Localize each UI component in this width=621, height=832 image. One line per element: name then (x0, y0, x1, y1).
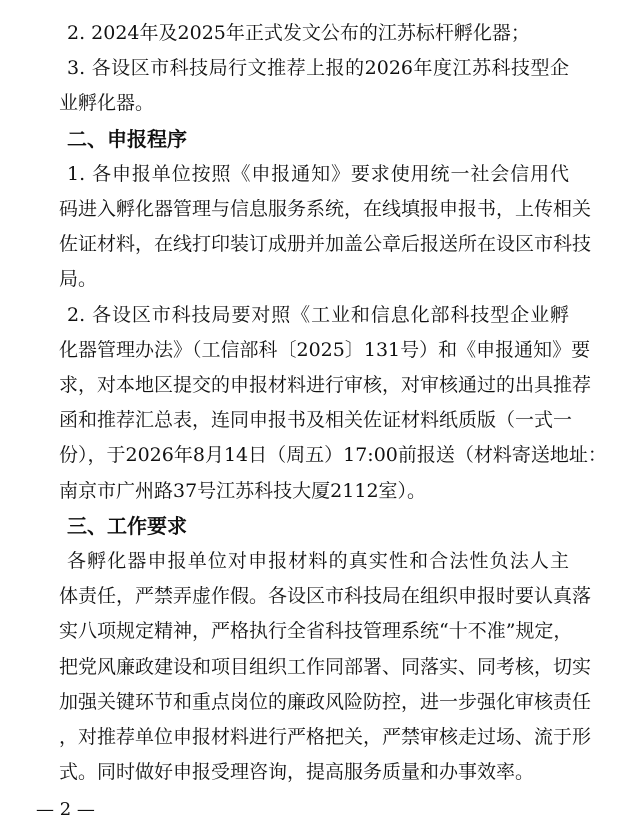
paragraph-line: ，对推荐单位申报材料进行严格把关，严禁审核走过场、流于形 (59, 726, 592, 748)
paragraph-line: 化器管理办法》（工信部科〔2025〕131号）和《申报通知》要 (59, 338, 591, 361)
paragraph-line: 式。同时做好申报受理咨询，提高服务质量和办事效率。 (59, 761, 535, 784)
paragraph-line: 佐证材料，在线打印装订成册并加盖公章后报送所在设区市科技 (59, 233, 592, 256)
paragraph-line: 求，对本地区提交的申报材料进行审核，对审核通过的出具推荐 (59, 374, 592, 396)
section-heading: 三、工作要求 (67, 513, 187, 538)
paragraph-line: 码进入孵化器管理与信息服务系统，在线填报申报书，上传相关 (59, 198, 592, 220)
section-heading: 二、申报程序 (67, 126, 187, 151)
paragraph-line: 各孵化器申报单位对申报材料的真实性和合法性负法人主 (67, 550, 569, 572)
paragraph-line: 份），于2026年8月14日（周五）17:00前报送（材料寄送地址： (59, 444, 607, 467)
paragraph-line: 加强关键环节和重点岗位的廉政风险防控，进一步强化审核责任 (59, 690, 592, 713)
page-number: — 2 — (36, 799, 95, 820)
paragraph-line: 南京市广州路37号江苏科技大厦2112室）。 (59, 479, 427, 502)
paragraph-line: 局。 (59, 268, 98, 291)
paragraph-line: 实八项规定精神，严格执行全省科技管理系统“十不准”规定， (59, 620, 573, 643)
paragraph-line: 体责任，严禁弄虚作假。各设区市科技局在组织申报时要认真落 (59, 585, 592, 608)
paragraph-line: 2. 各设区市科技局要对照《工业和信息化部科技型企业孵 (67, 303, 569, 326)
paragraph-line: 1. 各申报单位按照《申报通知》要求使用统一社会信用代 (67, 162, 569, 185)
paragraph-line: 把党风廉政建设和项目组织工作同部署、同落实、同考核，切实 (59, 655, 592, 678)
paragraph-line: 2. 2024年及2025年正式发文公布的江苏标杆孵化器； (67, 22, 530, 44)
paragraph-line: 函和推荐汇总表，连同申报书及相关佐证材料纸质版（一式一 (59, 409, 573, 432)
paragraph-line: 业孵化器。 (59, 92, 155, 115)
paragraph-line: 3. 各设区市科技局行文推荐上报的2026年度江苏科技型企 (67, 57, 569, 80)
